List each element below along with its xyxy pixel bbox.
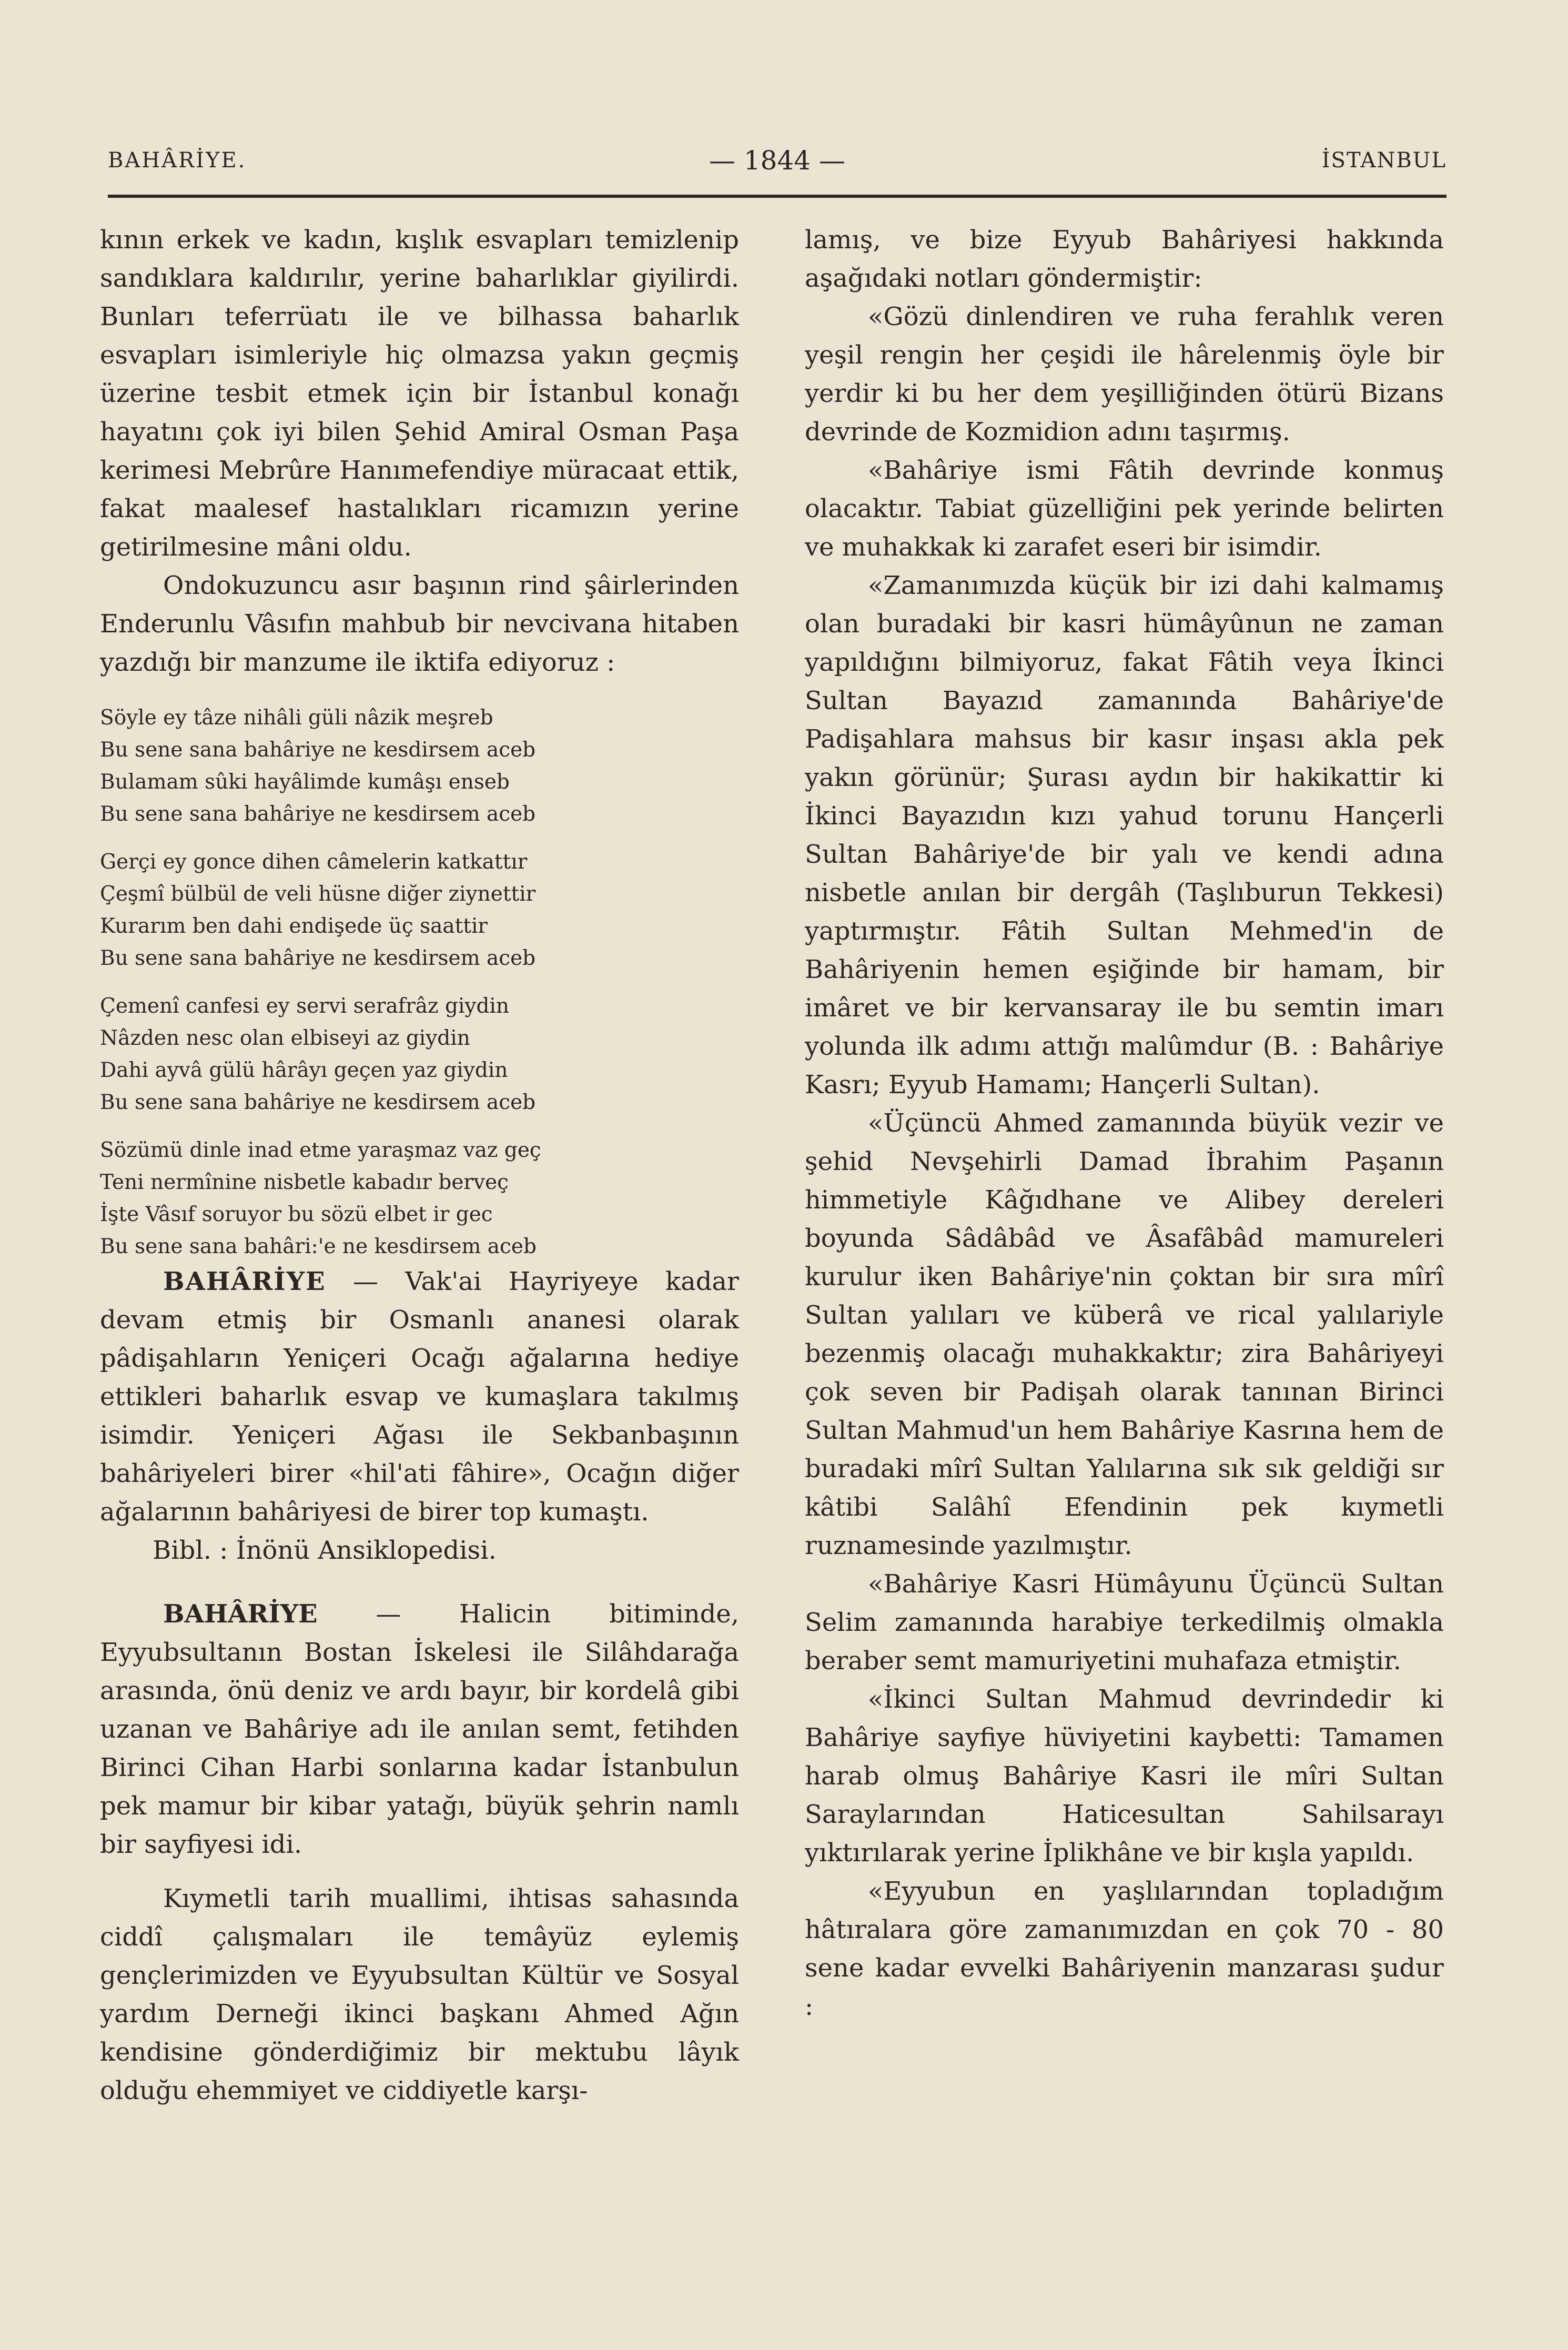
- verse-line: Gerçi ey gonce dihen câmelerin katkattır: [100, 850, 528, 874]
- verse-line: Bu sene sana bahâriye ne kesdirsem aceb: [100, 1091, 536, 1114]
- verse-line: İşte Vâsıf soruyor bu sözü elbet ir gec: [100, 1203, 493, 1226]
- paragraph: lamış, ve bize Eyyub Bahâriyesi hakkında aşağıdaki notları göndermiştir:: [805, 225, 1444, 293]
- header-publication-title: İSTANBUL: [1321, 148, 1446, 173]
- paragraph: «İkinci Sultan Mahmud devrindedir ki Bahâriye sayfiye hüviyetini kaybetti: Tamamen harab olmuş Bahâriye Kasri ile mîri Sultan Saraylarından Haticesultan Sahilsarayı yıktırılarak yerine İplikhâne ve bir kışla yapıldı.: [805, 1685, 1444, 1868]
- left-column: [100, 221, 739, 2110]
- verse-line: Çeşmî bülbül de veli hüsne diğer ziynettir: [100, 882, 536, 906]
- entry-headword: BAHÂRİYE: [163, 1267, 326, 1296]
- poem-stanza: [100, 990, 739, 1118]
- bibliography: Bibl. : İnönü Ansiklopedisi.: [153, 1536, 497, 1565]
- entry-headword: BAHÂRİYE: [163, 1599, 318, 1629]
- running-header: [108, 145, 1446, 185]
- page-number: — 1844 —: [709, 145, 846, 176]
- verse-line: Dahi ayvâ gülü hârâyı geçen yaz giydin: [100, 1058, 508, 1082]
- verse-line: Bulamam sûki hayâlimde kumâşı enseb: [100, 770, 510, 794]
- verse-line: Bu sene sana bahâriye ne kesdirsem aceb: [100, 946, 536, 970]
- poem-stanza: [100, 846, 739, 974]
- paragraph: Kıymetli tarih muallimi, ihtisas sahasında ciddî çalışmaları ile temâyüz eylemiş gençlerimizden ve Eyyubsultan Kültür ve Sosyal yardım Derneği ikinci başkanı Ahmed Ağın kendisine gönderdiğimiz bir mektubu lâyık olduğu ehemmiyet ve ciddiyetle karşı-: [100, 1884, 739, 2105]
- paragraph: «Üçüncü Ahmed zamanında büyük vezir ve şehid Nevşehirli Damad İbrahim Paşanın himmetiyle Kâğıdhane ve Alibey dereleri boyunda Sâdâbâd ve Âsafâbâd mamureleri kurulur iken Bahâriye'nin çoktan bir sıra mîrî Sultan yalıları ve küberâ ve rical yalılariyle bezenmiş olacağı muhakkaktır; zira Bahâriyeyi çok seven bir Padişah olarak tanınan Birinci Sultan Mahmud'un hem Bahâriye Kasrına hem de buradaki mîrî Sultan Yalılarına sık sık geldiği sır kâtibi Salâhî Efendinin pek kıymetli ruznamesinde yazılmıştır.: [805, 1108, 1444, 1560]
- paragraph: «Eyyubun en yaşlılarından topladığım hâtıralara göre zamanımızdan en çok 70 - 80 sene kadar evvelki Bahâriyenin manzarası şudur :: [805, 1877, 1444, 2021]
- verse-line: Bu sene sana bahâri:'e ne kesdirsem aceb: [100, 1235, 537, 1258]
- paragraph: «Gözü dinlendiren ve ruha ferahlık veren yeşil rengin her çeşidi ile hârelenmiş öyle bir yerdir ki bu her dem yeşilliğinden ötürü Bizans devrinde de Kozmidion adını taşırmış.: [805, 302, 1444, 447]
- entry-paragraph: [100, 1595, 739, 1864]
- header-rule: [108, 195, 1446, 198]
- verse-line: Bu sene sana bahâriye ne kesdirsem aceb: [100, 802, 536, 826]
- header-section-title: BAHÂRİYE.: [108, 148, 247, 173]
- entry-paragraph: [100, 1263, 739, 1531]
- paragraph: kının erkek ve kadın, kışlık esvapları temizlenip sandıklara kaldırılır, yerine baharlıklar giyilirdi. Bunları teferrüatı ile ve bilhassa baharlık esvapları isimleriyle hiç olmazsa yakın geçmiş üzerine tesbit etmek için bir İstanbul konağı hayatını çok iyi bilen Şehid Amiral Osman Paşa kerimesi Mebrûre Hanımefendiye müracaat ettik, fakat maalesef hastalıkları ricamızın yerine getirilmesine mâni oldu.: [100, 225, 739, 562]
- poem-stanza: [100, 1134, 739, 1263]
- paragraph: «Bahâriye ismi Fâtih devrinde konmuş olacaktır. Tabiat güzelliğini pek yerinde belirten ve muhakkak ki zarafet eseri bir isimdir.: [805, 456, 1444, 562]
- verse-line: Söyle ey tâze nihâli güli nâzik meşreb: [100, 706, 493, 730]
- entry-text: — Vak'ai Hayriyeye kadar devam etmiş bir Osmanlı ananesi olarak pâdişahların Yeniçeri Ocağı ağalarına hediye ettikleri baharlık esvap ve kumaşlara takılmış isimdir. Yeniçeri Ağası ile Sekbanbaşının bahâriyeleri birer «hil'ati fâhire», Ocağın diğer ağalarının bahâriyesi de birer top kumaştı.: [100, 1267, 739, 1527]
- verse-line: Çemenî canfesi ey servi serafrâz giydin: [100, 994, 510, 1018]
- verse-line: Sözümü dinle inad etme yaraşmaz vaz geç: [100, 1138, 541, 1162]
- verse-line: Nâzden nesc olan elbiseyi az giydin: [100, 1026, 470, 1050]
- paragraph: Ondokuzuncu asır başının rind şâirlerinden Enderunlu Vâsıfın mahbub bir nevcivana hitaben yazdığı bir manzume ile iktifa ediyoruz :: [100, 571, 739, 677]
- entry-text: — Halicin bitiminde, Eyyubsultanın Bostan İskelesi ile Silâhdarağa arasında, önü deniz ve ardı bayır, bir kordelâ gibi uzanan ve Bahâriye adı ile anılan semt, fetihden Birinci Cihan Harbi sonlarına kadar İstanbulun pek mamur bir kibar yatağı, büyük şehrin namlı bir sayfiyesi idi.: [100, 1599, 739, 1859]
- verse-line: Teni nermînine nisbetle kabadır berveç: [100, 1171, 509, 1194]
- paragraph: «Bahâriye Kasri Hümâyunu Üçüncü Sultan Selim zamanında harabiye terkedilmiş olmakla beraber semt mamuriyetini muhafaza etmiştir.: [805, 1569, 1444, 1676]
- right-column: [805, 221, 1444, 2026]
- verse-line: Bu sene sana bahâriye ne kesdirsem aceb: [100, 738, 536, 762]
- paragraph: «Zamanımızda küçük bir izi dahi kalmamış olan buradaki bir kasri hümâyûnun ne zaman yapıldığını bilmiyoruz, fakat Fâtih veya İkinci Sultan Bayazıd zamanında Bahâriye'de Padişahlara mahsus bir kasır inşası akla pek yakın görünür; Şurası aydın bir hakikattir ki İkinci Bayazıdın kızı yahud torunu Hançerli Sultan Bahâriye'de bir yalı ve kendi adına nisbetle anılan bir dergâh (Taşlıburun Tekkesi) yaptırmıştır. Fâtih Sultan Mehmed'in de Bahâriyenin hemen eşiğinde bir hamam, bir imâret ve bir kervansaray ile bu semtin imarı yolunda ilk adımı attığı malûmdur (B. : Bahâriye Kasrı; Eyyub Hamamı; Hançerli Sultan).: [805, 571, 1444, 1100]
- poem-stanza: [100, 702, 739, 830]
- verse-line: Kurarım ben dahi endişede üç saattir: [100, 914, 488, 938]
